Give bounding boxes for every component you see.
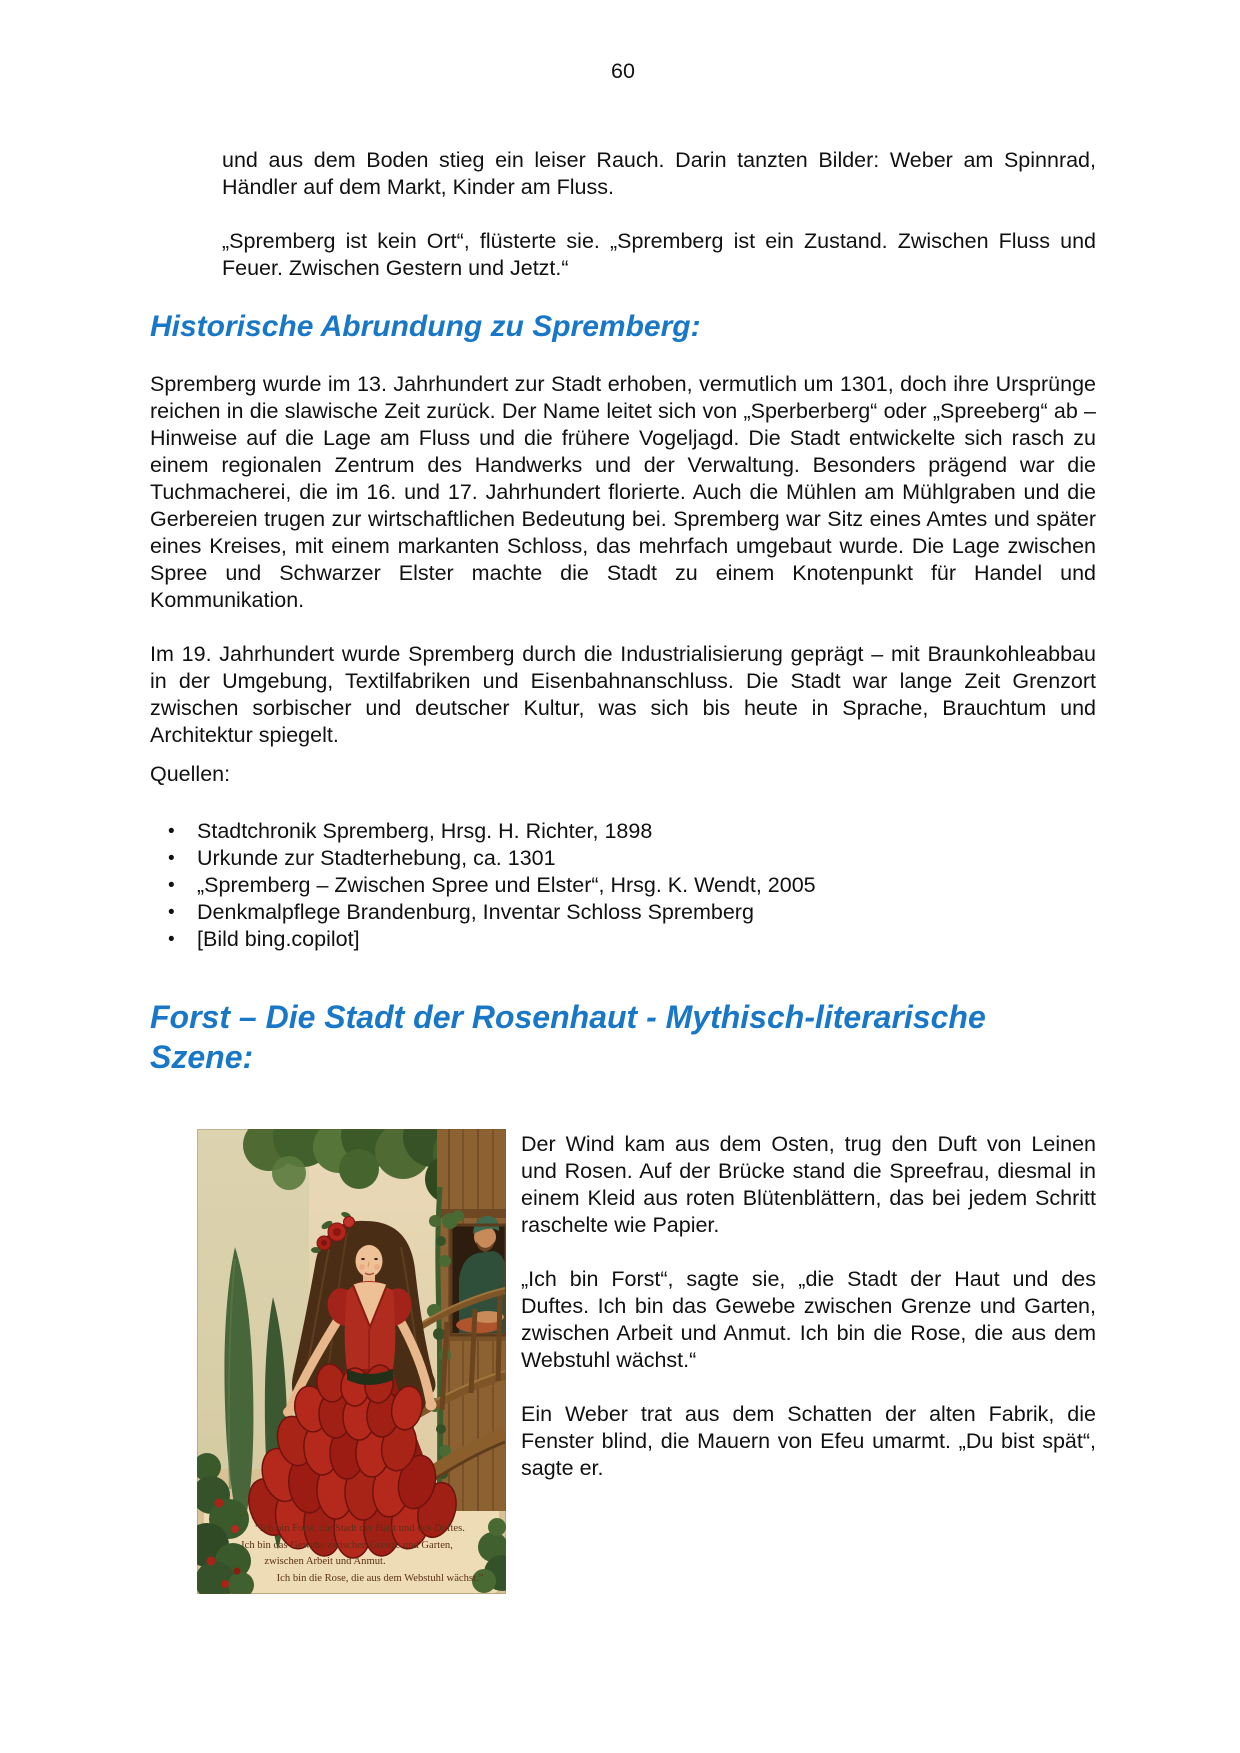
heading-forst-scene: Forst – Die Stadt der Rosenhaut - Mythisch-literarische Szene:	[150, 999, 986, 1075]
source-item-text: [Bild bing.copilot]	[197, 927, 360, 951]
caption-line-3: zwischen Arbeit und Anmut.	[264, 1556, 386, 1567]
source-item-text: Stadtchronik Spremberg, Hrsg. H. Richter, 1898	[197, 819, 653, 843]
page-number: 60	[611, 59, 635, 83]
sources-label: Quellen:	[150, 762, 231, 786]
intro-paragraph-1: und aus dem Boden stieg ein leiser Rauch. Darin tanzten Bilder: Weber am Spinnrad, Händler auf dem Markt, Kinder am Fluss.	[222, 148, 1096, 199]
source-item	[150, 899, 1096, 926]
source-item-text: Urkunde zur Stadterhebung, ca. 1301	[197, 846, 556, 870]
source-item	[150, 926, 1096, 953]
bullet-icon: •	[168, 902, 175, 923]
bullet-icon: •	[168, 929, 175, 950]
forst-paragraph-2: „Ich bin Forst“, sagte sie, „die Stadt der Haut und des Duftes. Ich bin das Gewebe zwischen Grenze und Garten, zwischen Arbeit und Anmut. Ich bin die Rose, die aus dem Webstuhl wächst.“	[521, 1267, 1096, 1372]
source-item	[150, 845, 1096, 872]
bullet-icon: •	[168, 848, 175, 869]
illustration-forst-spreefrau	[197, 1129, 506, 1594]
bullet-icon: •	[168, 821, 175, 842]
heading-spremberg-history: Historische Abrundung zu Spremberg:	[150, 310, 701, 343]
source-item	[150, 818, 1096, 845]
forst-paragraph-1: Der Wind kam aus dem Osten, trug den Duft von Leinen und Rosen. Auf der Brücke stand die Spreefrau, diesmal in einem Kleid aus roten Blütenblättern, das bei jedem Schritt raschelte wie Papier.	[521, 1132, 1096, 1237]
forst-figure-row	[197, 1129, 1096, 1594]
bullet-icon: •	[168, 875, 175, 896]
caption-line-2: Ich bin das Gewebe zwischen Grenze und Garten,	[241, 1540, 453, 1551]
source-item-text: Denkmalpflege Brandenburg, Inventar Schloss Spremberg	[197, 900, 754, 924]
spremberg-paragraph-1: Spremberg wurde im 13. Jahrhundert zur Stadt erhoben, vermutlich um 1301, doch ihre Ursprünge reichen in die slawische Zeit zurück. Der Name leitet sich von „Sperberberg“ oder „Spreeberg“ ab – Hinweise auf die Lage am Fluss und die frühere Vogeljagd. Die Stadt entwickelte sich rasch zu einem regionalen Zentrum des Handwerks und der Verwaltung. Besonders prägend war die Tuchmacherei, die im 16. und 17. Jahrhundert florierte. Auch die Mühlen am Mühlgraben und die Gerbereien trugen zur wirtschaftlichen Bedeutung bei. Spremberg war Sitz eines Amtes und später eines Kreises, mit einem markanten Schloss, das mehrfach umgebaut wurde. Die Lage zwischen Spree und Schwarzer Elster machte die Stadt zu einem Knotenpunkt für Handel und Kommunikation.	[150, 372, 1096, 612]
spremberg-paragraph-2: Im 19. Jahrhundert wurde Spremberg durch die Industrialisierung geprägt – mit Braunkohleabbau in der Umgebung, Textilfabriken und Eisenbahnanschluss. Die Stadt war lange Zeit Grenzort zwischen sorbischer und deutscher Kultur, was sich bis heute in Sprache, Brauchtum und Architektur spiegelt.	[150, 642, 1096, 747]
caption-line-1: “Ich bin Forst, die Stadt der Haut und des Duftes.	[255, 1523, 465, 1534]
forst-text-column	[521, 1129, 1096, 1509]
intro-paragraph-2: „Spremberg ist kein Ort“, flüsterte sie. „Spremberg ist ein Zustand. Zwischen Fluss und Feuer. Zwischen Gestern und Jetzt.“	[222, 229, 1096, 280]
source-item	[150, 872, 1096, 899]
sources-list	[150, 818, 1096, 953]
spreefrau-painting	[197, 1129, 506, 1594]
source-item-text: „Spremberg – Zwischen Spree und Elster“, Hrsg. K. Wendt, 2005	[197, 873, 816, 897]
caption-line-4: Ich bin die Rose, die aus dem Webstuhl wächst.”	[276, 1573, 484, 1584]
forst-paragraph-3: Ein Weber trat aus dem Schatten der alten Fabrik, die Fenster blind, die Mauern von Efeu umarmt. „Du bist spät“, sagte er.	[521, 1402, 1096, 1480]
